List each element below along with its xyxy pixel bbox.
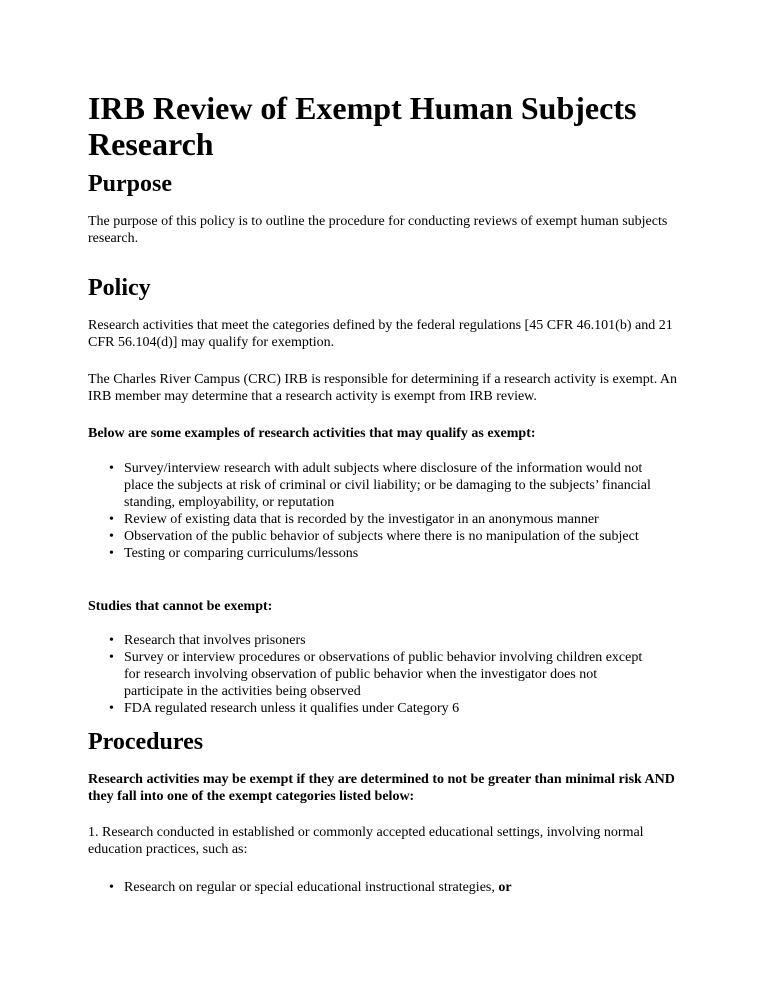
list-item-text: Research on regular or special educational instructional strategies,	[124, 880, 499, 895]
list-item-text: Research that involves prisoners	[124, 633, 306, 648]
bullet-icon: •	[109, 512, 114, 527]
policy-heading: Policy	[88, 275, 151, 301]
bullet-icon: •	[109, 461, 114, 476]
procedures-heading: Procedures	[88, 729, 204, 755]
list-item	[88, 528, 654, 545]
bullet-icon: •	[109, 701, 114, 716]
list-item-text: Survey or interview procedures or observations of public behavior involving children except for research involving observation of public behavior when the investigator does not participate in the activities being observed	[124, 650, 643, 699]
bullet-icon: •	[109, 546, 114, 561]
purpose-heading: Purpose	[88, 171, 172, 197]
list-item	[88, 511, 654, 528]
purpose-text: The purpose of this policy is to outline the procedure for conducting reviews of exempt human subjects research.	[88, 214, 668, 246]
examples-list	[88, 460, 688, 562]
procedures-intro: Research activities may be exempt if they are determined to not be greater than minimal risk AND they fall into one of the exempt categories listed below:	[88, 772, 675, 804]
list-item-text: Review of existing data that is recorded by the investigator in an anonymous manner	[124, 512, 599, 527]
category-1-text: 1. Research conducted in established or commonly accepted educational settings, involving normal education practices, such as:	[88, 825, 644, 857]
list-item-text: Observation of the public behavior of subjects where there is no manipulation of the subject	[124, 529, 639, 544]
policy-paragraph-2: The Charles River Campus (CRC) IRB is responsible for determining if a research activity is exempt. An IRB member may determine that a research activity is exempt from IRB review.	[88, 372, 678, 404]
policy-paragraph-1: Research activities that meet the categories defined by the federal regulations [45 CFR 46.101(b) and 21 CFR 56.104(d)] may qualify for exemption.	[88, 318, 673, 350]
examples-heading: Below are some examples of research activities that may qualify as exempt:	[88, 426, 536, 441]
list-item-text: Testing or comparing curriculums/lessons	[124, 546, 359, 561]
bullet-icon: •	[109, 880, 114, 895]
list-item-text: FDA regulated research unless it qualifies under Category 6	[124, 701, 460, 716]
list-item	[88, 879, 654, 896]
category-1-list	[88, 879, 688, 896]
document-title: IRB Review of Exempt Human Subjects Research	[88, 90, 637, 162]
not-exempt-list	[88, 632, 688, 717]
list-item	[88, 460, 654, 511]
bullet-icon: •	[109, 633, 114, 648]
list-item	[88, 545, 654, 562]
list-item-emphasis: or	[498, 880, 512, 895]
list-item	[88, 700, 654, 717]
bullet-icon: •	[109, 529, 114, 544]
not-exempt-heading: Studies that cannot be exempt:	[88, 599, 273, 614]
bullet-icon: •	[109, 650, 114, 665]
list-item	[88, 632, 654, 649]
list-item-text: Survey/interview research with adult subjects where disclosure of the information would not place the subjects at risk of criminal or civil liability; or be damaging to the subjects’ financial standing, employability, or reputation	[124, 461, 651, 510]
list-item	[88, 649, 654, 700]
